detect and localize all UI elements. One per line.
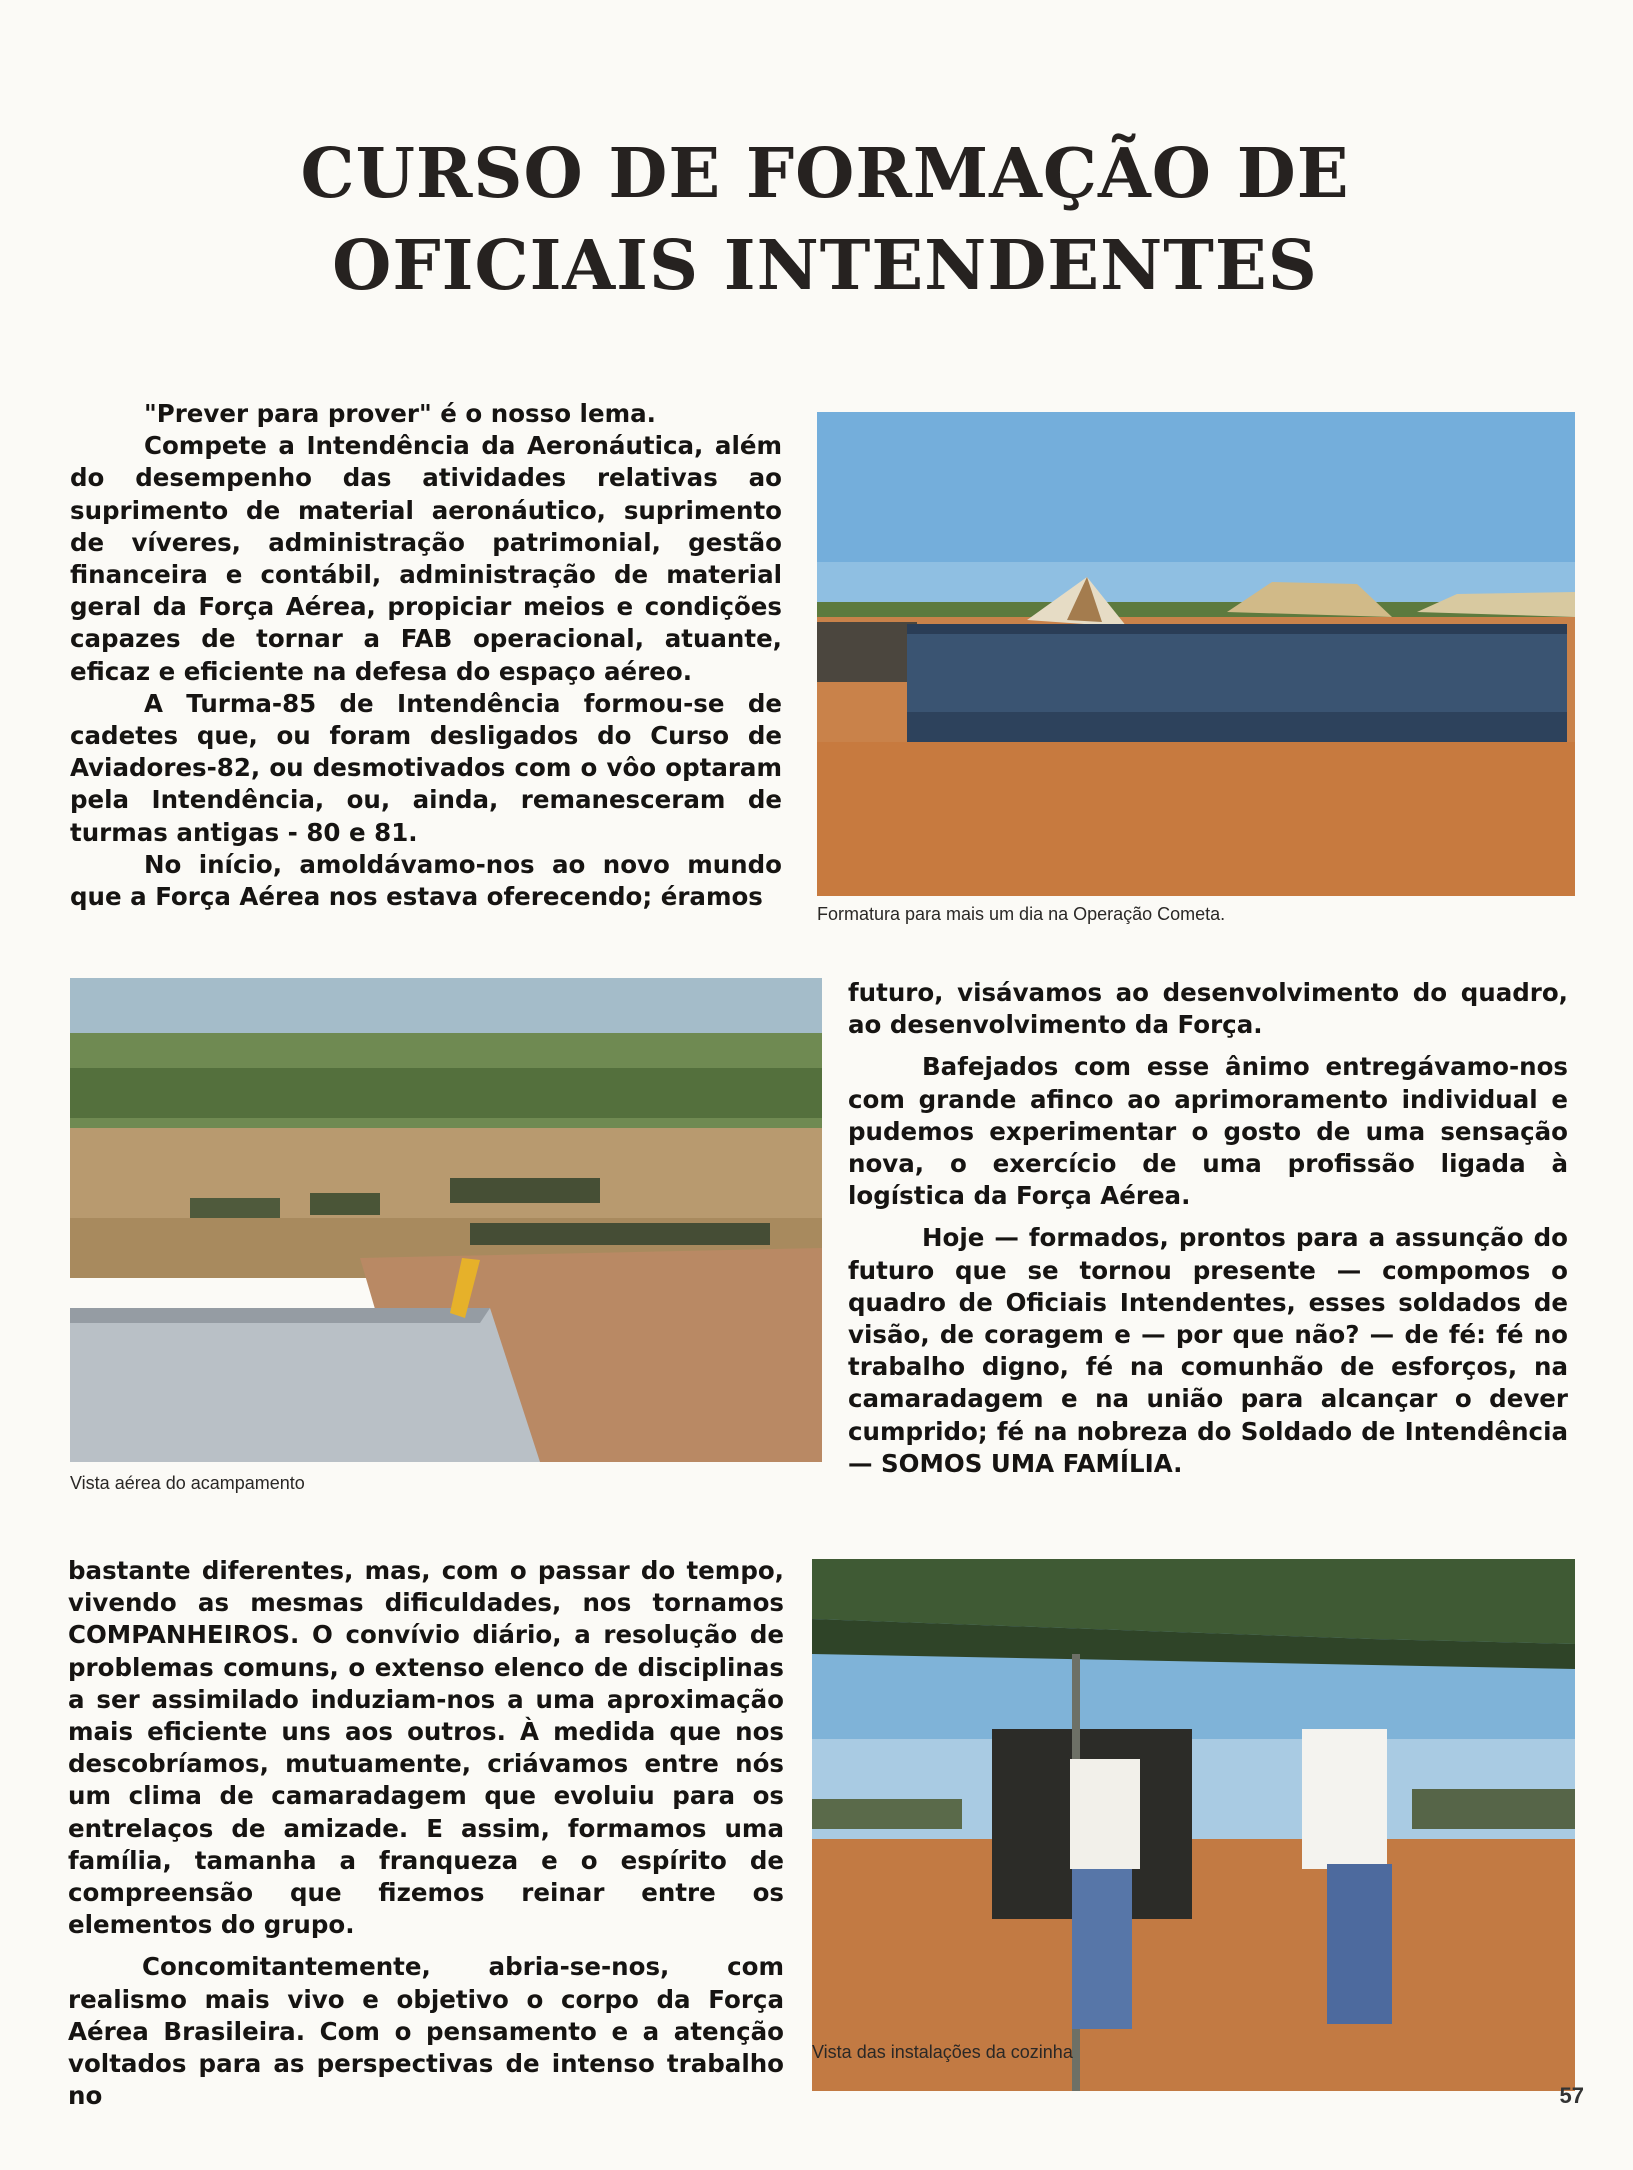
photo-formation <box>817 412 1575 896</box>
title-line-2: OFICIAIS INTENDENTES <box>332 226 1318 306</box>
paragraph: bastante diferentes, mas, com o passar do tempo, vivendo as mesmas dificuldades, nos tornamos COMPANHEIROS. O convívio diário, a resolução de problemas comuns, o extenso elenco de disciplinas a ser assimilado induziam-nos a uma aproximação mais eficiente uns aos outros. À medida que nos descobríamos, mutuamente, criávamos entre nós um clima de camaradagem que evoluiu para os entrelaços de amizade. E assim, formamos uma família, tamanha a franqueza e o espírito de compreensão que fizemos reinar entre os elementos do grupo. <box>68 1556 784 1940</box>
caption-formation: Formatura para mais um dia na Operação Cometa. <box>817 904 1226 924</box>
article-column-middle-right <box>848 977 1568 1480</box>
photo-aerial-camp <box>70 978 822 1462</box>
aerial-photo-drawing <box>70 978 822 1462</box>
page-number: 57 <box>1559 2083 1584 2108</box>
kitchen-photo-drawing <box>812 1559 1575 2091</box>
article-column-bottom-left <box>68 1555 784 2112</box>
paragraph: Concomitantemente, abria-se-nos, com realismo mais vivo e objetivo o corpo da Força Aérea Brasileira. Com o pensamento e a atenção voltados para as perspectivas de intenso trabalho no <box>68 1952 784 2111</box>
person-left <box>1070 1759 1140 2029</box>
title-line-1: CURSO DE FORMAÇÃO DE <box>300 134 1350 214</box>
article-column-top-left <box>70 398 782 913</box>
paragraph: No início, amoldávamo-nos ao novo mundo que a Força Aérea nos estava oferecendo; éramos <box>70 849 782 912</box>
paragraph: Hoje — formados, prontos para a assunção do futuro que se tornou presente — compomos o quadro de Oficiais Intendentes, esses soldados de visão, de coragem e — por que não? — de fé: fé no trabalho digno, fé na comunhão de esforços, na camaradagem e na união para alcançar o dever cumprido; fé na nobreza do Soldado de Intendência — SOMOS UMA FAMÍLIA. <box>848 1223 1568 1478</box>
page-title <box>150 128 1500 312</box>
paragraph: Compete a Intendência da Aeronáutica, além do desempenho das atividades relativas ao suprimento de material aeronáutico, suprimento de víveres, administração patrimonial, gestão financeira e contábil, administração de material geral da Força Aérea, propiciar meios e condições capazes de tornar a FAB operacional, atuante, eficaz e eficiente na defesa do espaço aéreo. <box>70 431 782 686</box>
paragraph: "Prever para prover" é o nosso lema. <box>144 399 656 428</box>
paragraph: A Turma-85 de Intendência formou-se de cadetes que, ou foram desligados do Curso de Aviadores-82, ou desmotivados com o vôo optaram pela Intendência, ou, ainda, remanesceram de turmas antigas - 80 e 81. <box>70 688 782 847</box>
paragraph: Bafejados com esse ânimo entregávamo-nos com grande afinco ao aprimoramento individual e pudemos experimentar o gosto de uma sensação nova, o exercício de uma profissão ligada à logística da Força Aérea. <box>848 1052 1568 1211</box>
photo-kitchen <box>812 1559 1575 2091</box>
soldiers-group <box>907 624 1567 742</box>
caption-aerial: Vista aérea do acampamento <box>70 1473 305 1493</box>
caption-kitchen: Vista das instalações da cozinha <box>812 2042 1073 2062</box>
formation-photo-drawing <box>817 412 1575 896</box>
paragraph: futuro, visávamos ao desenvolvimento do quadro, ao desenvolvimento da Força. <box>848 978 1568 1040</box>
